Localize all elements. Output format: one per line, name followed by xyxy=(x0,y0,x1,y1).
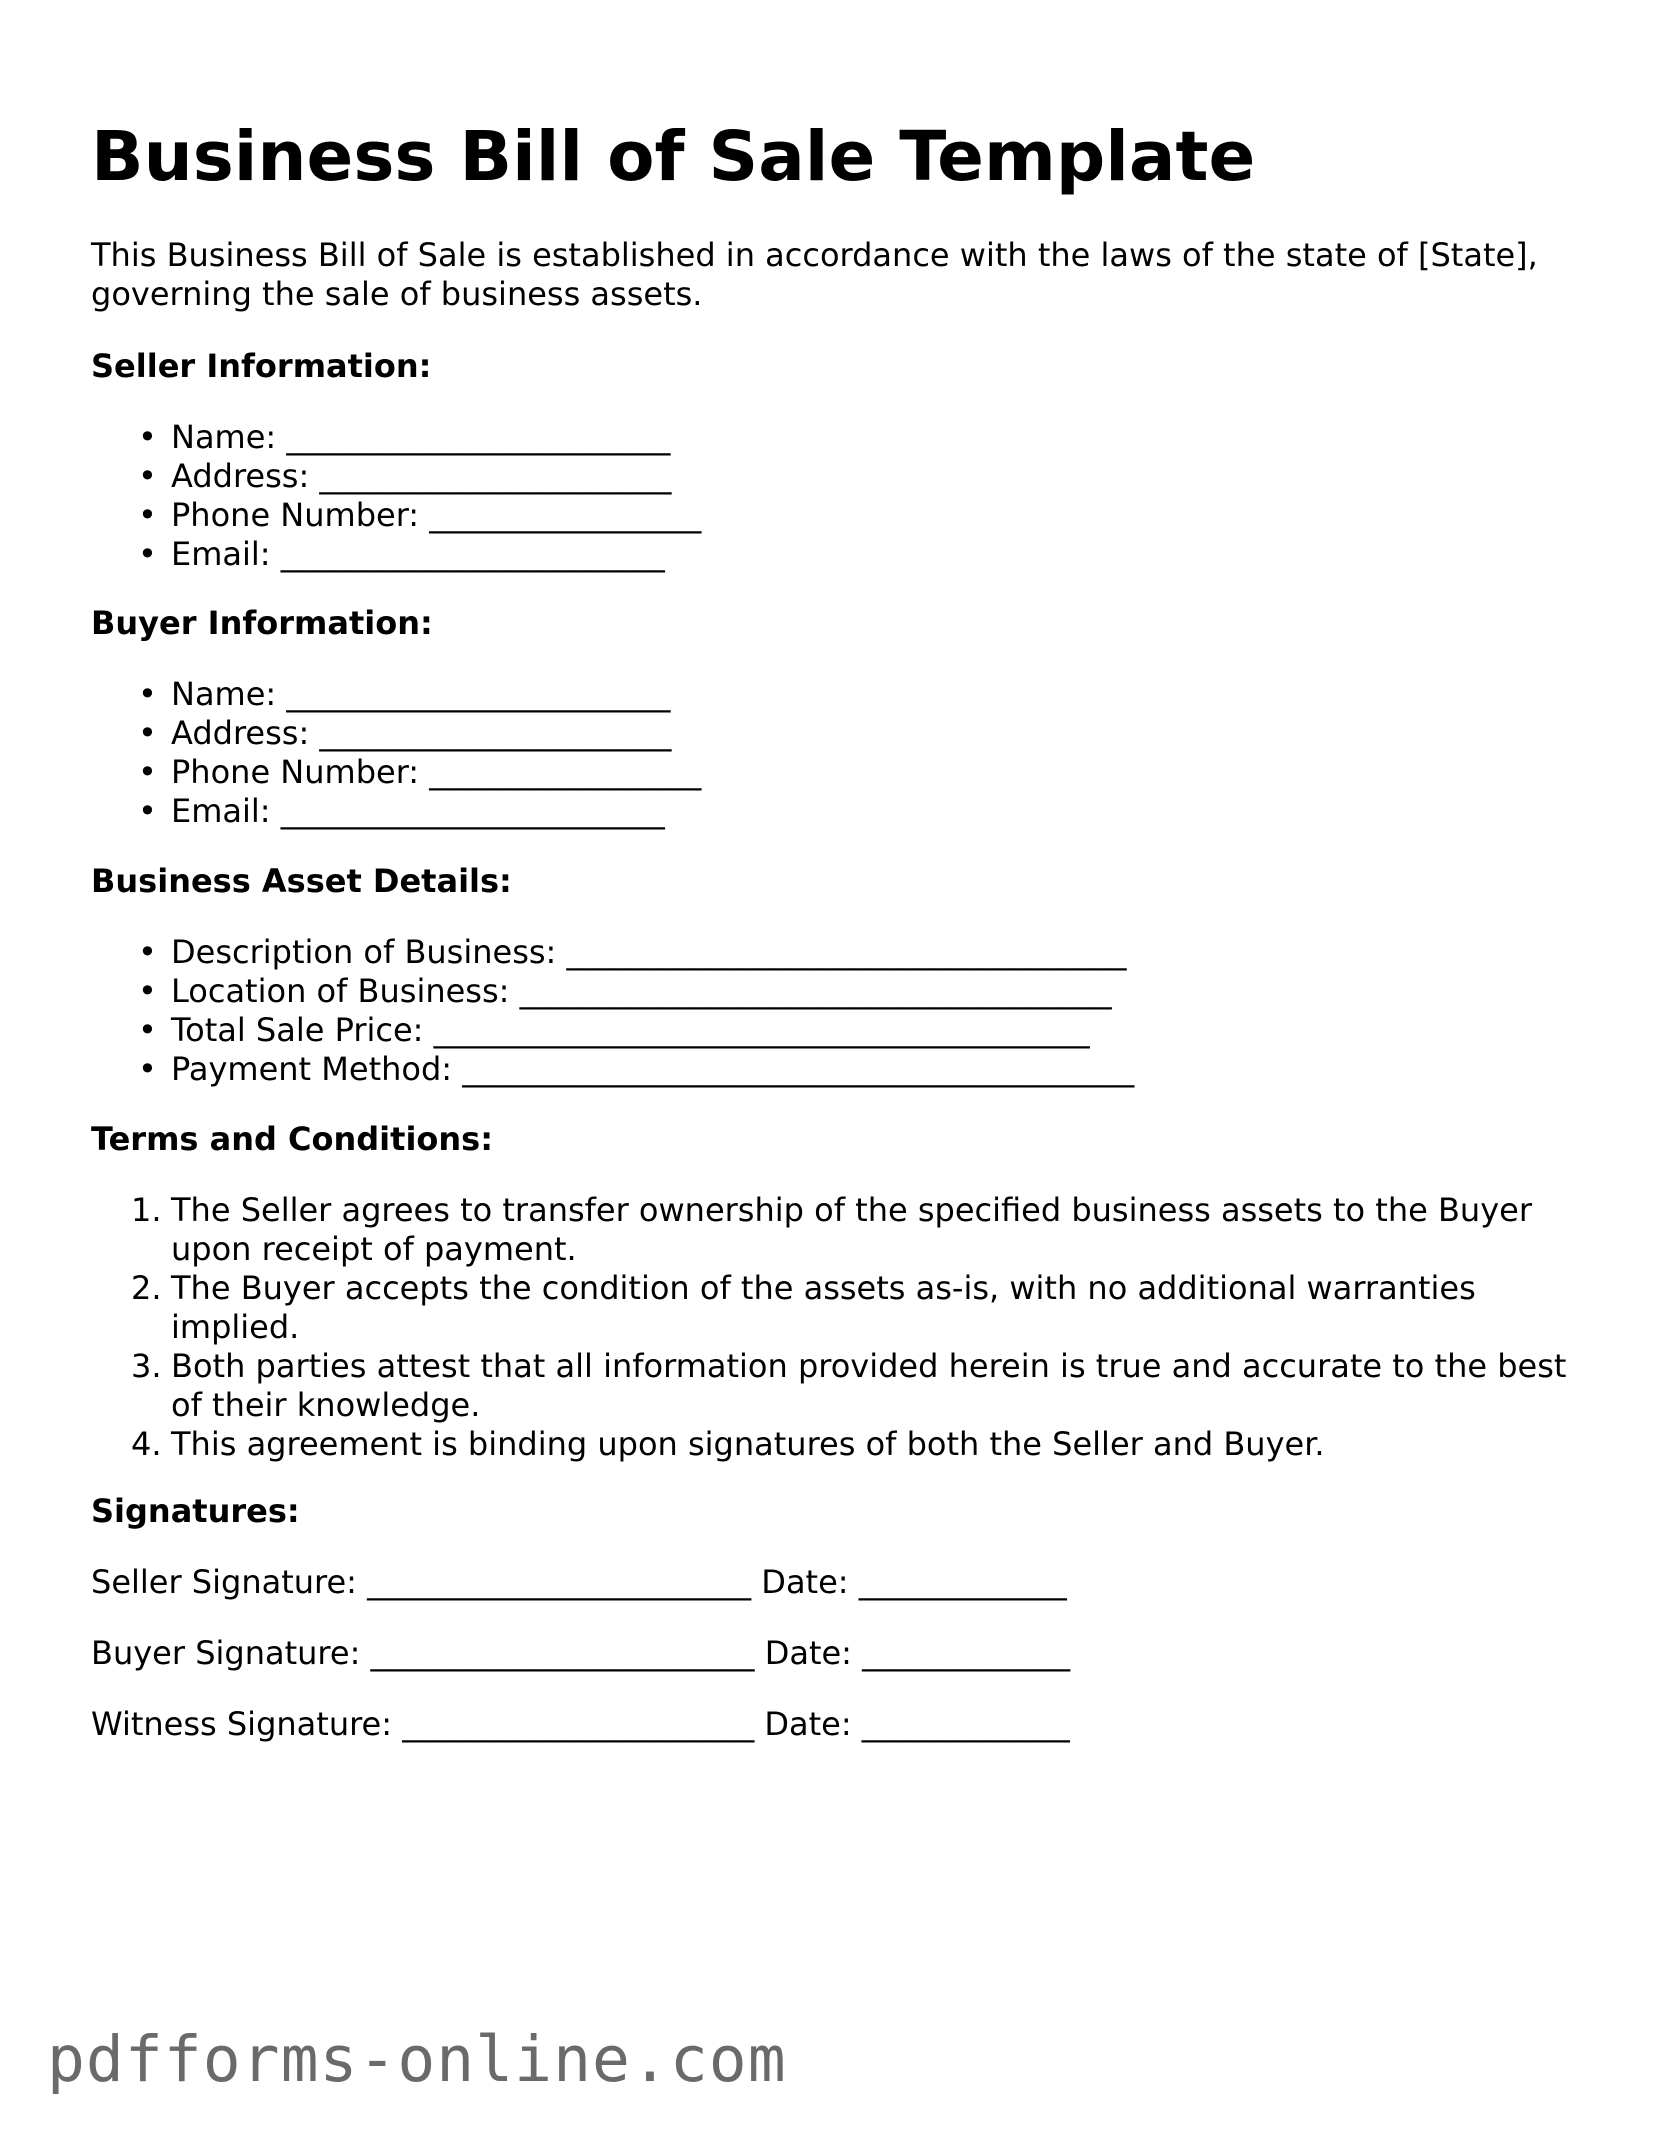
buyer-fields xyxy=(91,675,701,831)
page-title: Business Bill of Sale Template xyxy=(91,117,1256,197)
buyer-phone-field[interactable]: • Phone Number: _________________ xyxy=(138,753,702,791)
seller-name-field[interactable]: • Name: ________________________ xyxy=(138,418,671,456)
buyer-email-field[interactable]: • Email: ________________________ xyxy=(138,792,665,830)
buyer-address-field[interactable]: • Address: ______________________ xyxy=(138,714,672,752)
terms-item: 3. Both parties attest that all information provided herein is true and accurate to the best of their knowledge. xyxy=(131,1347,1567,1424)
seller-address-field[interactable]: • Address: ______________________ xyxy=(138,457,672,495)
witness-signature-line[interactable]: Witness Signature: ______________________ Date: _____________ xyxy=(91,1705,1070,1743)
asset-payment-field[interactable]: • Payment Method: __________________________________________ xyxy=(138,1050,1135,1088)
asset-fields xyxy=(91,933,1134,1089)
seller-fields xyxy=(91,418,701,574)
seller-heading: Seller Information: xyxy=(91,347,432,385)
seller-email-field[interactable]: • Email: ________________________ xyxy=(138,535,665,573)
terms-heading: Terms and Conditions: xyxy=(91,1120,494,1158)
seller-signature-line[interactable]: Seller Signature: ________________________ Date: _____________ xyxy=(91,1563,1067,1601)
intro-paragraph: This Business Bill of Sale is established in accordance with the laws of the state of [State], governing the sale of business assets. xyxy=(91,236,1538,313)
terms-list xyxy=(91,1191,1571,1464)
asset-location-field[interactable]: • Location of Business: _____________________________________ xyxy=(138,972,1112,1010)
signatures-heading: Signatures: xyxy=(91,1492,300,1530)
buyer-name-field[interactable]: • Name: ________________________ xyxy=(138,675,671,713)
seller-phone-field[interactable]: • Phone Number: _________________ xyxy=(138,496,702,534)
asset-price-field[interactable]: • Total Sale Price: _________________________________________ xyxy=(138,1011,1090,1049)
asset-heading: Business Asset Details: xyxy=(91,862,512,900)
terms-item: 1. The Seller agrees to transfer ownership of the specified business assets to the Buyer upon receipt of payment. xyxy=(131,1191,1532,1268)
buyer-signature-line[interactable]: Buyer Signature: ________________________ Date: _____________ xyxy=(91,1634,1071,1672)
buyer-heading: Buyer Information: xyxy=(91,604,433,642)
terms-item: 2. The Buyer accepts the condition of the assets as-is, with no additional warranties implied. xyxy=(131,1269,1476,1346)
site-watermark: pdfforms-online.com xyxy=(47,2023,787,2096)
terms-item: 4. This agreement is binding upon signatures of both the Seller and Buyer. xyxy=(131,1425,1325,1463)
asset-description-field[interactable]: • Description of Business: ___________________________________ xyxy=(138,933,1127,971)
